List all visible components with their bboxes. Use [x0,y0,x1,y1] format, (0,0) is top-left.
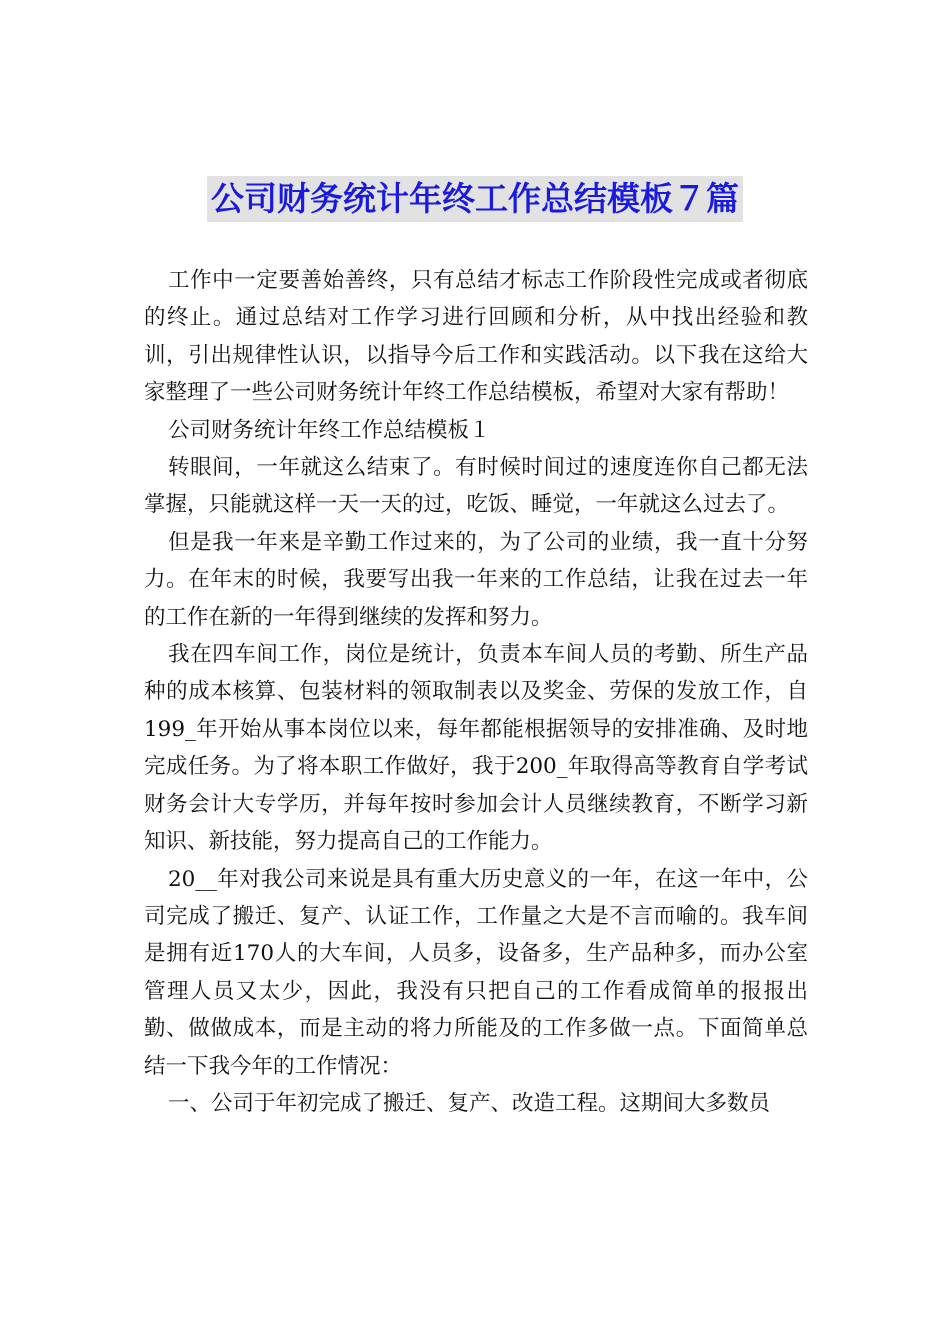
body-paragraph: 我在四车间工作，岗位是统计，负责本车间人员的考勤、所生产品种的成本核算、包装材料的领取制表以及奖金、劳保的发放工作，自199_年开始从事本岗位以来，每年都能根据领导的安排准确、及时地完成任务。为了将本职工作做好，我于200_年取得高等教育自学考试财务会计大专学历，并每年按时参加会计人员继续教育，不断学习新知识、新技能，努力提高自己的工作能力。 [144,642,808,855]
body-paragraph: 20__年对我公司来说是具有重大历史意义的一年，在这一年中，公司完成了搬迁、复产、认证工作，工作量之大是不言而喻的。我车间是拥有近170人的大车间，人员多，设备多，生产品种多，而办公室管理人员又太少，因此，我没有只把自己的工作看成简单的报报出勤、做做成本，而是主动的将力所能及的工作多做一点。下面简单总结一下我今年的工作情况： [144,866,808,1079]
body-paragraph: 转眼间，一年就这么结束了。有时候时间过的速度连你自己都无法掌握，只能就这样一天一天的过，吃饭、睡觉，一年就这么过去了。 [144,455,808,518]
document-body [144,262,808,1122]
intro-paragraph: 工作中一定要善始善终，只有总结才标志工作阶段性完成或者彻底的终止。通过总结对工作学习进行回顾和分析，从中找出经验和教训，引出规律性认识，以指导今后工作和实践活动。以下我在这给大家整理了一些公司财务统计年终工作总结模板，希望对大家有帮助！ [144,268,808,406]
document-title: 公司财务统计年终工作总结模板７篇 [207,176,743,222]
body-paragraph: 但是我一年来是辛勤工作过来的，为了公司的业绩，我一直十分努力。在年末的时候，我要写出我一年来的工作总结，让我在过去一年的工作在新的一年得到继续的发挥和努力。 [144,529,808,630]
body-paragraph: 一、公司于年初完成了搬迁、复产、改造工程。这期间大多数员 [168,1090,771,1116]
section-heading-1: 公司财务统计年终工作总结模板１ [168,417,491,443]
title-block [0,176,950,222]
